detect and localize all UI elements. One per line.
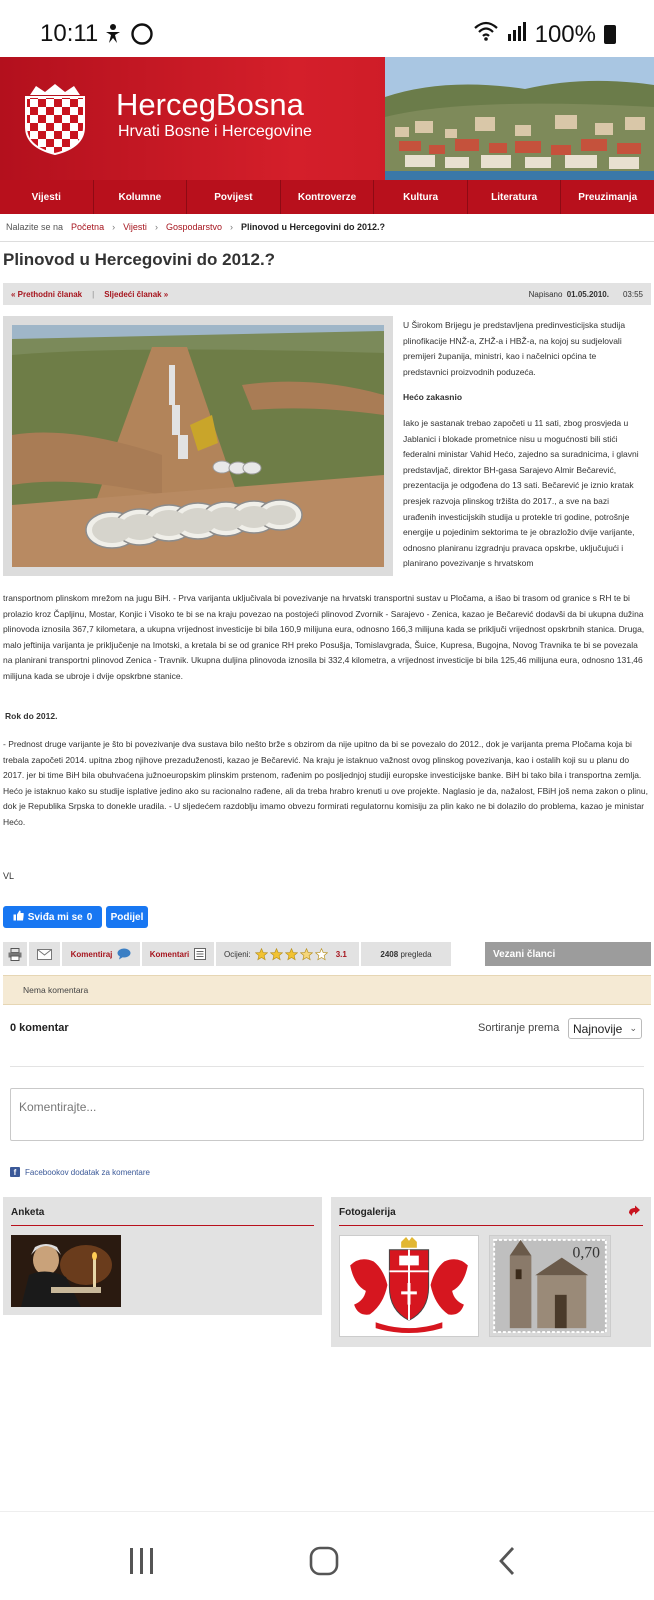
- nav-pipe: |: [92, 289, 95, 299]
- breadcrumb-link-home[interactable]: Početna: [71, 222, 105, 232]
- email-button[interactable]: [29, 942, 60, 966]
- nav-item-kolumne[interactable]: Kolumne: [94, 180, 188, 214]
- rating-value: 3.1: [335, 949, 347, 959]
- header-town-photo: [385, 57, 654, 180]
- gallery-next-arrow-icon[interactable]: [627, 1205, 641, 1219]
- breadcrumb: [6, 222, 385, 232]
- views-label: pregleda: [400, 949, 432, 959]
- article-paragraph-3: - Prednost druge varijante je što bi povezivanje dva sustava bilo nešto brže s obzirom da nije upitno da bi se povezalo do 2012., dok je varijanta prema Pločama koja bi trebala započeti 2014. upitna zbog njihove prezaduženosti, kazao je Bečarević. Na kraju je istaknuo važnost ovog plinskog povezivanja, kao i ostalih koji su u planu do 2017. jer bi time BiH bila obuhvaćena južnoeuropskim plinskim prstenom, rađenim po posljednjoj studiji europske investicijske banke. BiH bi tako bila i transportna zemlja. Hećo je istaknuo kako su studije isplative jedino ako su racionalno rađene, ali da treba hrabro krenuti u ove projekte. Naglasio je da, nažalost, FBiH još nema zakon o plinu, dok je Republika Srpska to donekle uradila. - U sljedećem razdoblju imamo obvezu formirati regulatornu komisiju za plin kako ne bi dolazilo do problema, kazao je ministar Hećo.: [3, 739, 648, 827]
- star-icon[interactable]: [270, 948, 283, 961]
- nav-item-preuzimanja[interactable]: Preuzimanja: [578, 191, 638, 203]
- wifi-icon: [473, 20, 499, 49]
- comments-button[interactable]: [142, 942, 214, 966]
- star-icon[interactable]: [315, 948, 328, 961]
- gallery-title: Fotogalerija: [339, 1207, 396, 1218]
- sort-selected-value: Najnovije: [573, 1021, 623, 1036]
- article-paragraph-continued: transportnom plinskom mrežom na jugu BiH. - Prva varijanta uključivala bi povezivanje na hrvatski transportni sustav u Pločama, a išao bi trasom od granice s RH te bi prolazio kroz Čapljinu, Mostar, Konjic i Visoko te bi se na kraju povezao na postojeći plinovod Zvornik - Sarajevo - Zenica, kazao je Bečarević dodavši da bi ukupna dužina plinovoda iznosila 367,7 kilometara, a ukupna vrijednost investicije bi bila 160,9 milijuna eura, odnosno 166,3 milijuna kada se priključi vrijednost opskrbnih stanica. Druga, malo jeftinija varijanta je priključenje na Imotski, a kretala bi se od granice RH preko Posušja, Tomislavgrada, Šuice, Kupresa, Bugojna, Novog Travnika te bi se povezala na planirani transportni plinovod Zenica - Travnik. Ukupna duljina plinovoda iznosila bi 332,4 kilometra, a vrijednost investicije bi bila 125,46 milijuna eura, odnosno 131,46 milijuna kada se ubroje i dvije opskrbne stanice.: [3, 593, 645, 681]
- article-date-meta: [529, 290, 609, 299]
- document-list-icon: [194, 948, 206, 960]
- article-toolbar: [3, 942, 451, 966]
- recent-apps-icon[interactable]: [128, 1546, 156, 1576]
- related-articles-tab[interactable]: Vezani članci: [485, 942, 651, 966]
- printer-icon: [8, 948, 22, 961]
- article-intro: U Širokom Brijegu je predstavljena predinvesticijska studija plinofikacije HNŽ-a, ZHŽ-a i HBŽ-a, na kojoj su sudjelovali premijeri županija, ministri, kao i načelnici općina te predstavnici proizvodnih poduzeća.: [403, 320, 626, 377]
- signal-icon: [507, 20, 527, 49]
- nav-item-vijesti[interactable]: Vijesti: [0, 180, 94, 214]
- article-subheading: Hećo zakasnio: [403, 392, 463, 403]
- article-time: 03:55: [622, 289, 643, 299]
- coat-of-arms-logo[interactable]: [22, 83, 88, 155]
- article-navigation-bar: [3, 283, 651, 305]
- views-count: 2408: [380, 949, 399, 959]
- battery-percent: 100%: [534, 20, 596, 48]
- next-article-link[interactable]: Sljedeći članak »: [104, 289, 169, 299]
- comments-button-label: Komentari: [149, 949, 190, 959]
- comment-button-label: Komentiraj: [70, 949, 113, 959]
- facebook-like-button[interactable]: [3, 906, 102, 928]
- back-icon[interactable]: [496, 1545, 518, 1577]
- like-label: Sviđa mi se: [27, 911, 83, 923]
- rating-stars[interactable]: [255, 948, 328, 961]
- nav-item-kultura[interactable]: Kultura: [374, 180, 468, 214]
- comment-count: 0 komentar: [10, 1022, 69, 1034]
- pipeline-construction-image: [12, 325, 384, 567]
- comment-button[interactable]: [62, 942, 140, 966]
- rating-widget: [216, 942, 359, 966]
- home-icon[interactable]: [308, 1545, 340, 1577]
- rating-label: Ocijeni:: [224, 949, 251, 959]
- breadcrumb-prefix: Nalazite se na: [6, 222, 64, 232]
- circle-status-icon: [130, 22, 154, 51]
- sort-label: Sortiranje prema: [478, 1022, 560, 1034]
- previous-article-link[interactable]: « Prethodni članak: [11, 289, 83, 299]
- facebook-comments-plugin-link[interactable]: [10, 1167, 150, 1177]
- thumbs-up-icon: [13, 910, 24, 924]
- gallery-image-church-stamp[interactable]: [489, 1235, 611, 1337]
- battery-icon: [604, 25, 616, 44]
- widget-divider: [11, 1225, 314, 1226]
- article-title: Plinovod u Hercegovini do 2012.?: [3, 250, 276, 269]
- no-comments-notice: Nema komentara: [3, 975, 651, 1005]
- star-icon[interactable]: [300, 948, 313, 961]
- print-button[interactable]: [3, 942, 27, 966]
- status-time: 10:11: [40, 20, 99, 47]
- views-counter: [361, 942, 451, 966]
- article-subheading-2: Rok do 2012.: [5, 711, 58, 721]
- poll-widget: [3, 1197, 322, 1315]
- breadcrumb-separator: ›: [112, 222, 116, 232]
- written-label: Napisano: [528, 289, 563, 299]
- nav-item-literatura[interactable]: Literatura: [468, 180, 562, 214]
- main-navigation: [0, 180, 654, 214]
- gallery-image-coat-of-arms[interactable]: [339, 1235, 479, 1337]
- star-icon[interactable]: [285, 948, 298, 961]
- chevron-down-icon: ⌄: [629, 1023, 637, 1033]
- nav-item-kontroverze[interactable]: Kontroverze: [281, 180, 375, 214]
- status-bar: [0, 0, 654, 57]
- accessibility-icon: [104, 23, 122, 50]
- svg-text:0,70: 0,70: [572, 1244, 600, 1262]
- article-date: 01.05.2010.: [566, 289, 609, 299]
- speech-bubble-icon: [117, 948, 131, 960]
- nav-item-povijest[interactable]: Povijest: [187, 180, 281, 214]
- breadcrumb-separator: ›: [154, 222, 158, 232]
- site-title[interactable]: HercegBosna: [116, 87, 304, 122]
- breadcrumb-link-economy[interactable]: Gospodarstvo: [165, 222, 222, 232]
- system-navigation-bar: [0, 1511, 654, 1600]
- site-header: [0, 57, 654, 180]
- article-author-signature: VL: [3, 871, 15, 881]
- photo-gallery-widget: [331, 1197, 651, 1347]
- breadcrumb-current: Plinovod u Hercegovini do 2012.?: [240, 222, 385, 232]
- like-count: 0: [86, 911, 93, 923]
- divider: [10, 1066, 644, 1067]
- article-intro-column: [403, 318, 643, 582]
- plugin-label: Facebookov dodatak za komentare: [25, 1167, 150, 1177]
- article-paragraph: Iako je sastanak trebao započeti u 11 sati, zbog prosvjeda u Jablanici i blokade prometnice nisu u mogućnosti bili stići federalni ministar Vahid Hećo, zajedno sa suradnicima, i glavni predstavljač, direktor BH-gasa Sarajevo Almir Bečarević, prezentacija je odgođena do 13 sati. Bečarević je iznio kratak presjek razvoja plinskog tržišta do 2017., a sve na bazi urađenih investicijskih studija u protekle tri godine, potrošnje energije u pojedinim sektorima te je obrazložio dvije varijante, odnosno planiranu izgradnju pravaca opskrbe, uključujući i planirano povezivanje s hrvatskom: [403, 417, 639, 569]
- widget-divider: [339, 1225, 643, 1226]
- site-subtitle: Hrvati Bosne i Hercegovine: [118, 123, 312, 140]
- poll-title: Anketa: [11, 1207, 45, 1218]
- breadcrumb-separator: ›: [229, 222, 233, 232]
- poll-image[interactable]: [11, 1235, 121, 1307]
- comment-input[interactable]: Komentirajte...: [10, 1088, 644, 1141]
- facebook-share-button[interactable]: Podijel: [106, 906, 148, 928]
- facebook-icon: f: [10, 1167, 20, 1177]
- sort-select[interactable]: [568, 1018, 642, 1039]
- star-icon[interactable]: [255, 948, 268, 961]
- divider: [0, 241, 654, 242]
- breadcrumb-link-news[interactable]: Vijesti: [123, 222, 147, 232]
- article-photo: [3, 316, 393, 576]
- envelope-icon: [37, 949, 52, 960]
